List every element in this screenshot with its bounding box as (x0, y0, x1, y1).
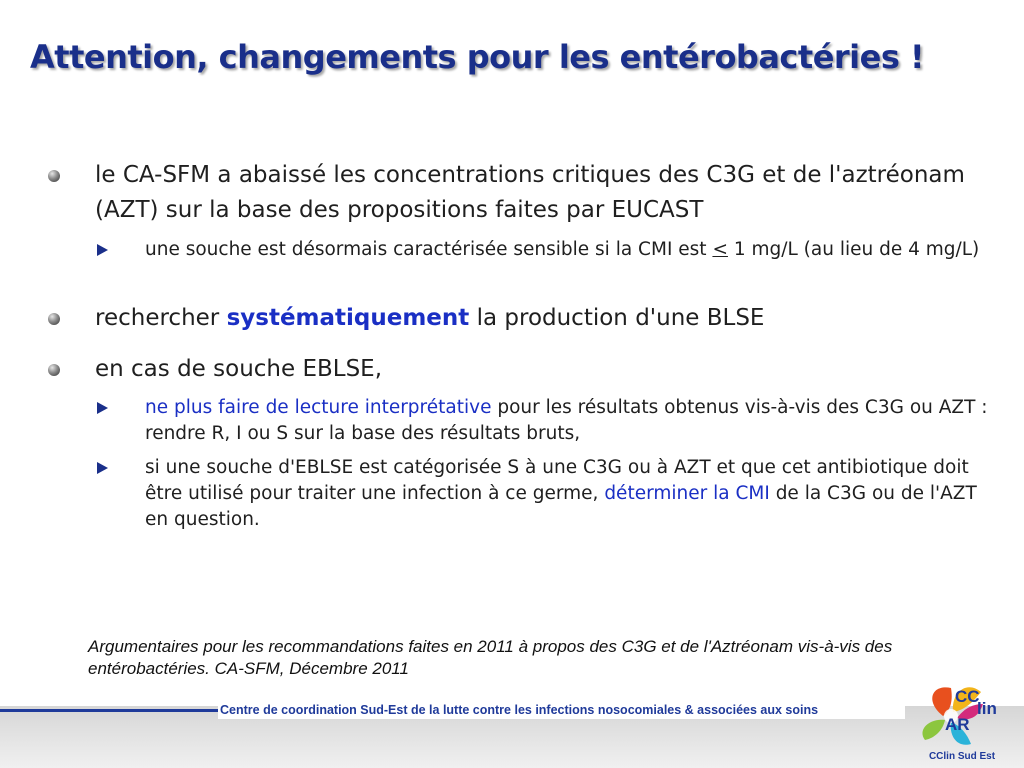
triangle-bullet-icon (97, 402, 108, 414)
sub-bullet-sensible (40, 237, 1000, 263)
sphere-bullet-icon (48, 170, 60, 182)
reference-citation: Argumentaires pour les recommandations faites en 2011 à propos des C3G et de l'Aztréonam vis-à-vis des entérobactéries. CA-SFM, Décembre 2011 (88, 637, 893, 678)
cclin-logo (905, 672, 1020, 764)
bullet-rechercher-post: la production d'une BLSE (469, 305, 765, 331)
sub-bullet-lecture-post: pour les résultats obtenus vis-à-vis des C3G ou AZT : rendre R, I ou S sur la base des résultats bruts, (145, 397, 988, 444)
slide-title: Attention, changements pour les entérobactéries ! (30, 38, 925, 76)
less-than-sign: < (712, 239, 728, 260)
sub-bullet-cmi-pre: si une souche d'EBLSE est catégorisée S à une C3G ou à AZT et que cet antibiotique doit être utilisé pour traiter une infection à ce germe, (145, 457, 969, 504)
sphere-bullet-icon (48, 313, 60, 325)
sub-bullet-sensible-post: 1 mg/L (au lieu de 4 mg/L) (727, 239, 980, 260)
slide-content (40, 158, 1000, 533)
logo-caption: CClin Sud Est (928, 751, 996, 762)
bullet-eblse (40, 352, 1000, 387)
triangle-bullet-icon (97, 244, 108, 256)
bullet-eblse-text: en cas de souche EBLSE, (95, 356, 383, 382)
triangle-bullet-icon (97, 462, 108, 474)
logo-ar-text: AR (945, 715, 970, 734)
bullet-rechercher (40, 301, 1000, 336)
bullet-rechercher-pre: rechercher (95, 305, 227, 331)
logo-lin-text: lin (977, 699, 997, 718)
bullet-casfm-text: le CA-SFM a abaissé les concentrations critiques des C3G et de l'aztréonam (AZT) sur la base des propositions faites par EUCAST (95, 162, 965, 223)
logo-cc-text: CC (955, 687, 980, 706)
logo-green-petal (922, 720, 945, 740)
bullet-casfm (40, 158, 1000, 228)
sub-bullet-cmi-emphasis: déterminer la CMI (604, 483, 770, 504)
footer-text: Centre de coordination Sud-Est de la lutte contre les infections nosocomiales & associées aux soins (218, 701, 905, 719)
sub-bullet-lecture (40, 395, 1000, 447)
bullet-rechercher-emphasis: systématiquement (226, 305, 470, 331)
sub-bullet-lecture-emphasis: ne plus faire de lecture interprétative (145, 397, 492, 418)
sub-bullet-cmi-post: de la C3G ou de l'AZT en question. (145, 483, 977, 530)
sub-bullet-sensible-pre: une souche est désormais caractérisée sensible si la CMI est (145, 239, 713, 260)
sub-bullet-cmi (40, 455, 1000, 533)
sphere-bullet-icon (48, 364, 60, 376)
